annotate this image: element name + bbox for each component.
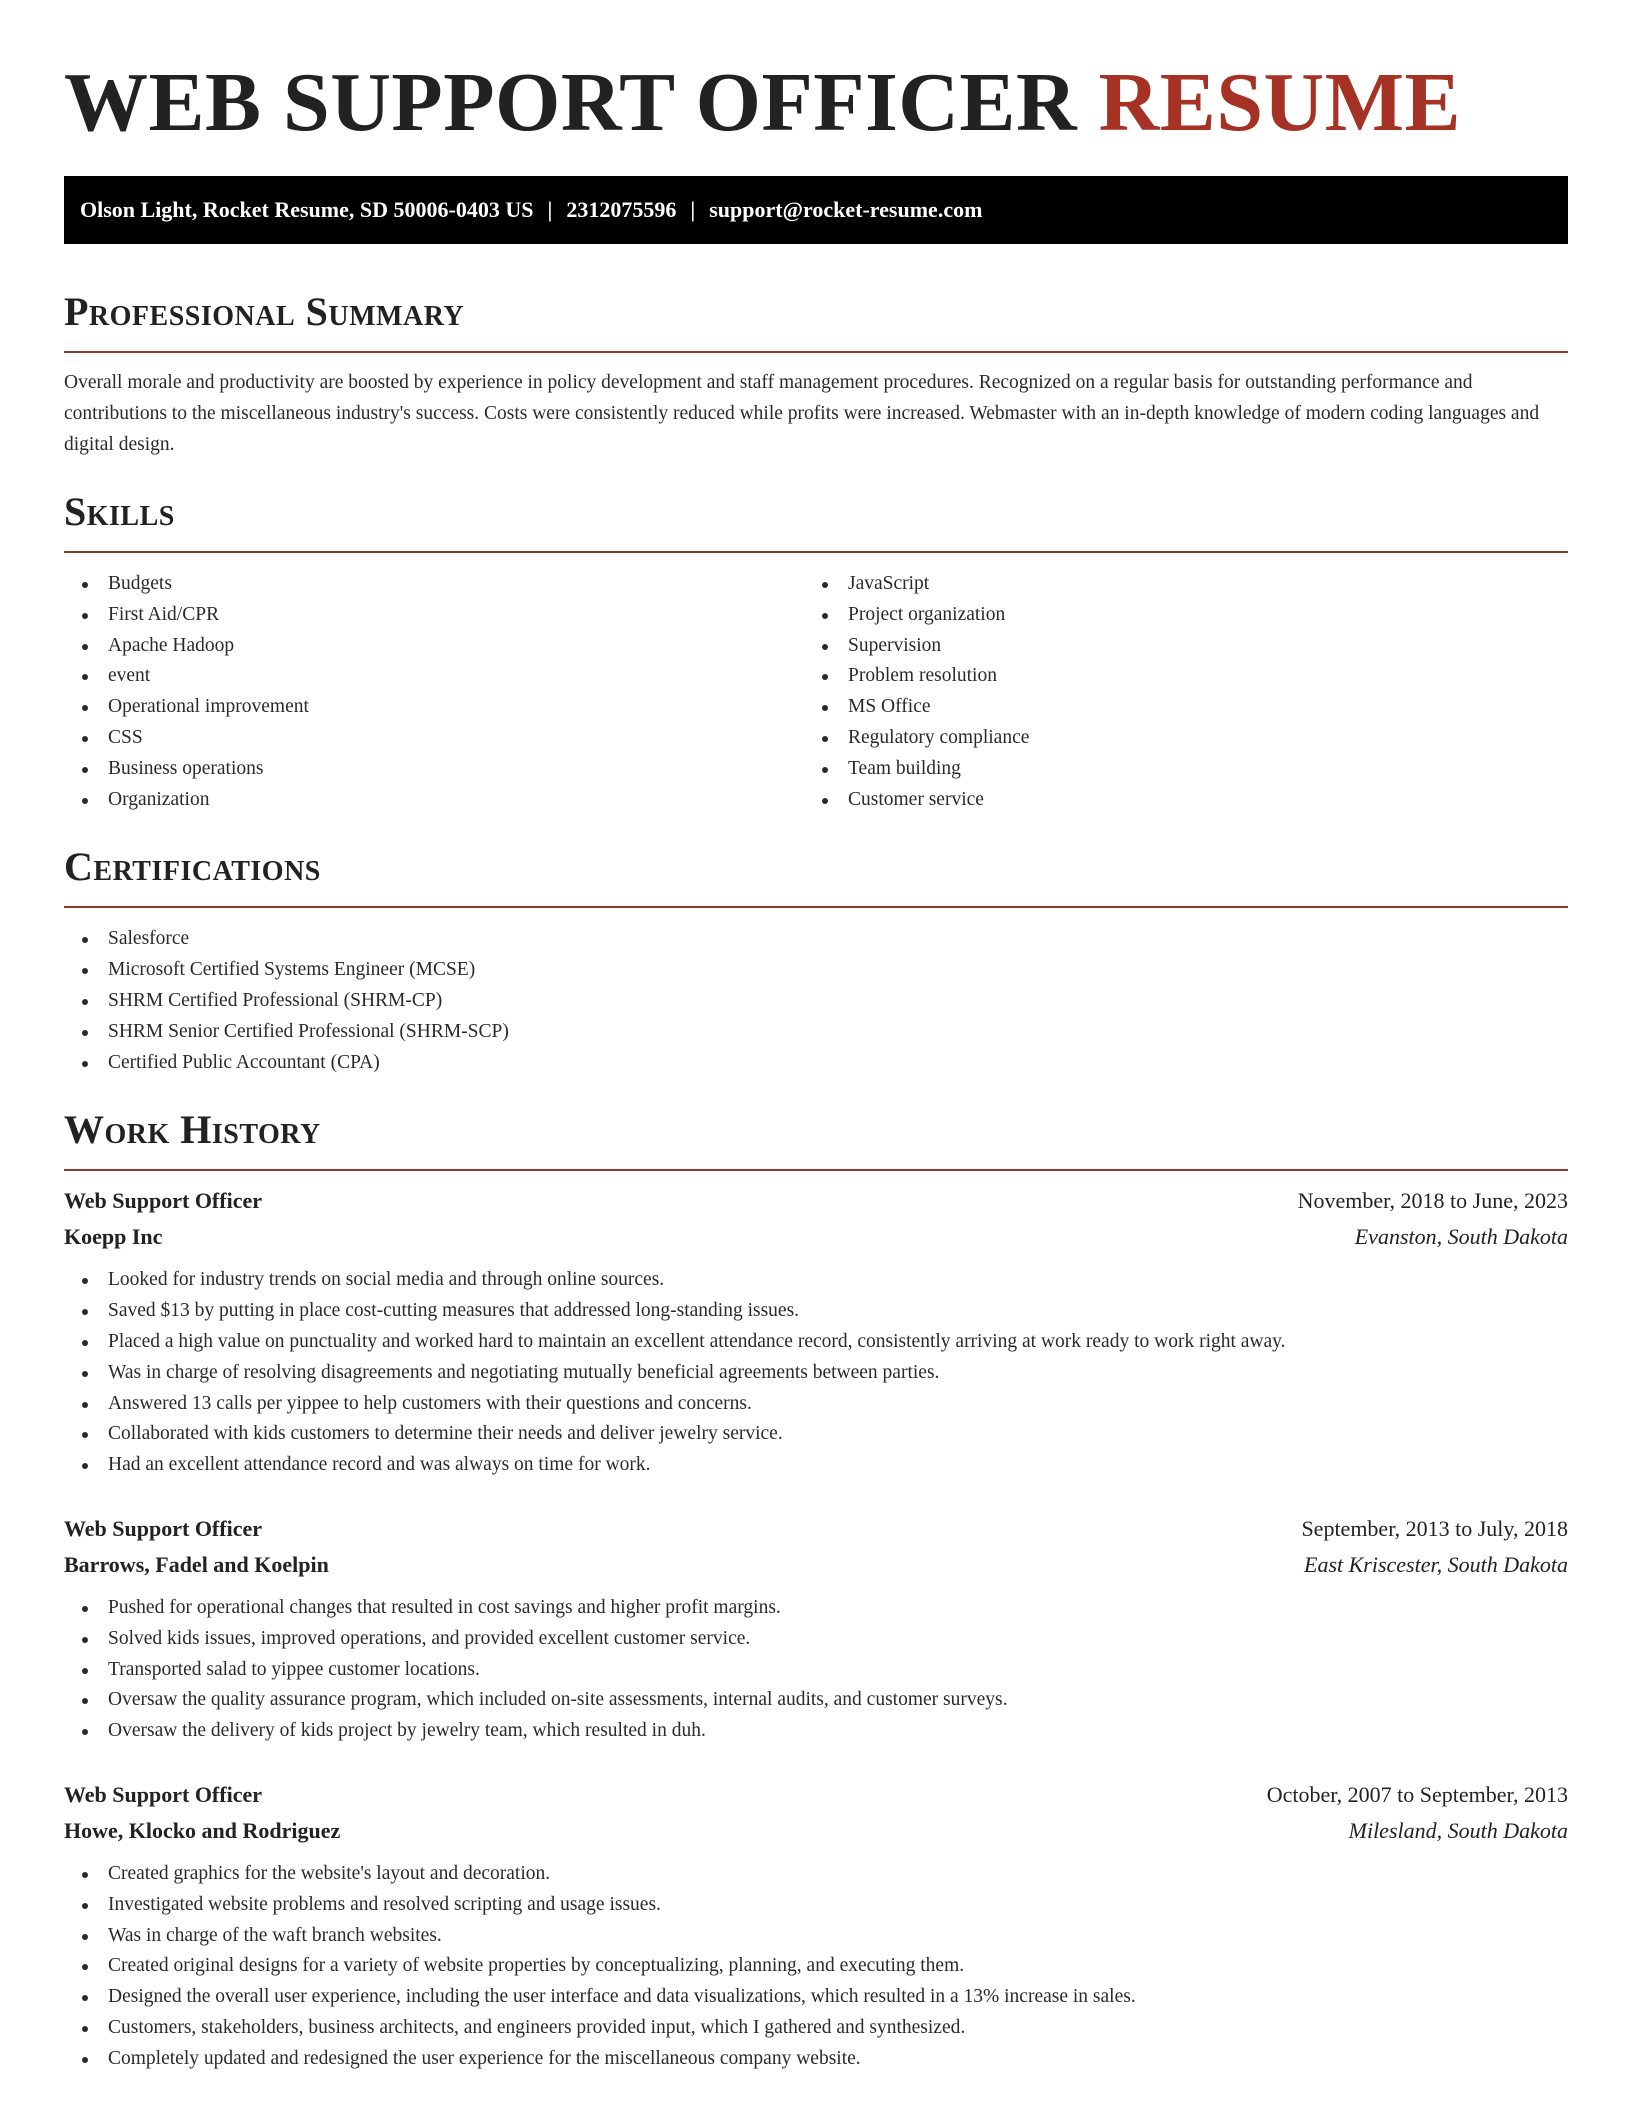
job-header (64, 1511, 1568, 1547)
job-title: Web Support Officer (64, 1781, 262, 1807)
title-accent: RESUME (1098, 56, 1462, 149)
list-item: Had an excellent attendance record and was always on time for work. (64, 1450, 1568, 1481)
job-bullets (64, 1593, 1568, 1747)
job-entry (64, 1183, 1568, 1481)
work-history-heading: Work History (64, 1107, 321, 1153)
job-bullets (64, 1265, 1568, 1481)
job-company: Koepp Inc (64, 1224, 163, 1250)
list-item: Problem resolution (804, 661, 1544, 692)
title-main: WEB SUPPORT OFFICER (64, 56, 1078, 149)
job-entry (64, 1777, 1568, 2075)
list-item: Certified Public Accountant (CPA) (64, 1048, 1568, 1079)
job-company: Barrows, Fadel and Koelpin (64, 1551, 329, 1577)
list-item: Oversaw the quality assurance program, which included on-site assessments, internal audits, and customer surveys. (64, 1685, 1568, 1716)
list-item: Team building (804, 754, 1544, 785)
job-dates: October, 2007 to September, 2013 (1266, 1781, 1568, 1807)
list-item: SHRM Senior Certified Professional (SHRM-SCP) (64, 1017, 1568, 1048)
resume-title (64, 0, 1568, 176)
job-location: Evanston, South Dakota (1354, 1224, 1568, 1250)
contact-phone[interactable]: 2312075596 (566, 197, 677, 222)
job-location: East Kriscester, South Dakota (1304, 1551, 1568, 1577)
list-item: MS Office (804, 692, 1544, 723)
list-item: SHRM Certified Professional (SHRM-CP) (64, 986, 1568, 1017)
list-item: Organization (64, 785, 804, 816)
summary-text: Overall morale and productivity are boosted by experience in policy development and staff management procedures. Recognized on a regular basis for outstanding performance and contributions to the miscellaneous industry's success. Costs were consistently reduced while profits were increased. Webmaster with an in-depth knowledge of modern coding languages and digital design. (64, 372, 1540, 455)
contact-email[interactable]: support@rocket-resume.com (709, 197, 983, 222)
list-item: Pushed for operational changes that resulted in cost savings and higher profit margins. (64, 1593, 1568, 1624)
job-subheader (64, 1547, 1568, 1583)
job-header (64, 1777, 1568, 1813)
job-title: Web Support Officer (64, 1515, 262, 1541)
list-item: Salesforce (64, 924, 1568, 955)
list-item: CSS (64, 723, 804, 754)
list-item: Project organization (804, 600, 1544, 631)
list-item: Oversaw the delivery of kids project by jewelry team, which resulted in duh. (64, 1716, 1568, 1747)
list-item: Budgets (64, 569, 804, 600)
job-dates: September, 2013 to July, 2018 (1301, 1515, 1568, 1541)
list-item: Answered 13 calls per yippee to help customers with their questions and concerns. (64, 1389, 1568, 1420)
list-item: Regulatory compliance (804, 723, 1544, 754)
contact-bar (64, 176, 1568, 244)
certifications-heading: Certifications (64, 844, 321, 890)
skills-grid (64, 569, 1568, 815)
list-item: Placed a high value on punctuality and worked hard to maintain an excellent attendance record, consistently arriving at work ready to work right away. (64, 1327, 1568, 1358)
contact-separator: | (690, 197, 696, 222)
list-item: Looked for industry trends on social media and through online sources. (64, 1265, 1568, 1296)
job-header (64, 1183, 1568, 1219)
job-entry (64, 1511, 1568, 1747)
list-item: event (64, 661, 804, 692)
job-location: Milesland, South Dakota (1348, 1817, 1568, 1843)
list-item: Solved kids issues, improved operations, and provided excellent customer service. (64, 1624, 1568, 1655)
list-item: Collaborated with kids customers to determine their needs and deliver jewelry service. (64, 1419, 1568, 1450)
list-item: Operational improvement (64, 692, 804, 723)
list-item: Investigated website problems and resolved scripting and usage issues. (64, 1890, 1568, 1921)
list-item: Apache Hadoop (64, 631, 804, 662)
list-item: Was in charge of the waft branch websites. (64, 1921, 1568, 1952)
job-subheader (64, 1219, 1568, 1255)
job-title: Web Support Officer (64, 1188, 262, 1214)
list-item: Supervision (804, 631, 1544, 662)
list-item: Customers, stakeholders, business architects, and engineers provided input, which I gathered and synthesized. (64, 2013, 1568, 2044)
list-item: Business operations (64, 754, 804, 785)
job-dates: November, 2018 to June, 2023 (1297, 1188, 1568, 1214)
list-item: Customer service (804, 785, 1544, 816)
summary-heading: Professional Summary (64, 289, 465, 334)
list-item: Created graphics for the website's layout and decoration. (64, 1859, 1568, 1890)
list-item: Designed the overall user experience, including the user interface and data visualizations, which resulted in a 13% increase in sales. (64, 1982, 1568, 2013)
list-item: Completely updated and redesigned the user experience for the miscellaneous company website. (64, 2044, 1568, 2075)
list-item: Microsoft Certified Systems Engineer (MCSE) (64, 955, 1568, 986)
list-item: Transported salad to yippee customer locations. (64, 1655, 1568, 1686)
certifications-list (64, 924, 1568, 1078)
list-item: JavaScript (804, 569, 1544, 600)
skills-list-right (804, 569, 1544, 815)
list-item: First Aid/CPR (64, 600, 804, 631)
contact-address: Olson Light, Rocket Resume, SD 50006-0403 US (80, 197, 534, 222)
skills-list-left (64, 569, 804, 815)
contact-separator: | (547, 197, 553, 222)
job-company: Howe, Klocko and Rodriguez (64, 1817, 341, 1843)
list-item: Created original designs for a variety of website properties by conceptualizing, planning, and executing them. (64, 1951, 1568, 1982)
list-item: Saved $13 by putting in place cost-cutting measures that addressed long-standing issues. (64, 1296, 1568, 1327)
job-bullets (64, 1859, 1568, 2075)
skills-heading: Skills (64, 489, 175, 534)
job-subheader (64, 1813, 1568, 1849)
list-item: Was in charge of resolving disagreements and negotiating mutually beneficial agreements between parties. (64, 1358, 1568, 1389)
